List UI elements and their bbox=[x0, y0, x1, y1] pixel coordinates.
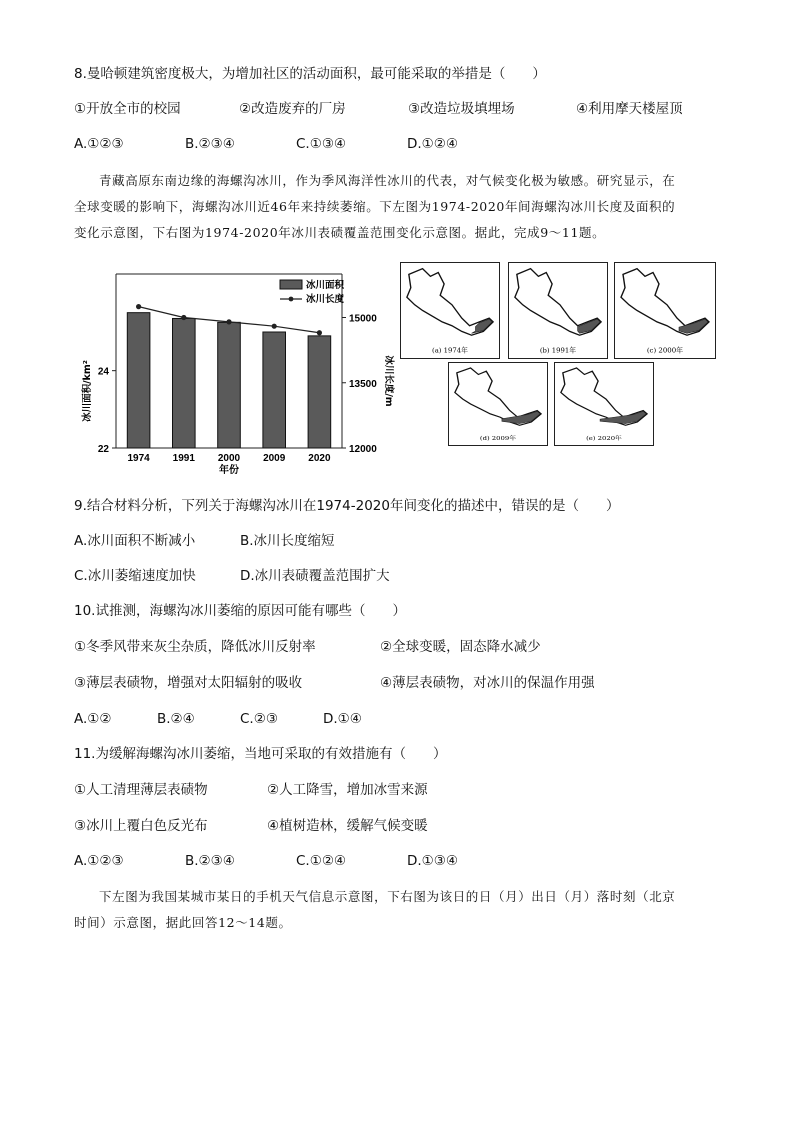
q8-stem: 8.曼哈顿建筑密度极大，为增加社区的活动面积，最可能采取的举措是（ ） bbox=[74, 66, 546, 82]
q9-choice: A.冰川面积不断减小 bbox=[74, 533, 196, 549]
bar-2009 bbox=[263, 332, 286, 448]
q10-choice: D.①④ bbox=[323, 711, 362, 727]
right-axis-label: 冰川长度/m bbox=[383, 355, 394, 407]
legend-bar-swatch bbox=[280, 280, 302, 289]
bar-2000 bbox=[218, 322, 241, 448]
glacier-chart-svg bbox=[74, 266, 394, 476]
x-tick-label: 1974 bbox=[127, 453, 150, 464]
passage-line: 全球变暖的影响下，海螺沟冰川近46年来持续萎缩。下左图为1974-2020年间海螺沟冰川长度及面积的 bbox=[74, 199, 676, 214]
q11-choice: D.①③④ bbox=[407, 853, 458, 869]
q10-statement: ①冬季风带来灰尘杂质，降低冰川反射率 bbox=[74, 639, 316, 655]
q9-choice: B.冰川长度缩短 bbox=[240, 533, 335, 549]
length-point-2009 bbox=[272, 324, 277, 329]
left-axis-label: 冰川面积/km² bbox=[82, 360, 93, 422]
passage-line: 时间）示意图，据此回答12～14题。 bbox=[74, 915, 292, 930]
q10-statement: ④薄层表碛物，对冰川的保温作用强 bbox=[380, 675, 595, 691]
right-tick-label: 13500 bbox=[349, 378, 377, 390]
q10-statement: ②全球变暖，固态降水减少 bbox=[380, 639, 541, 655]
q9-choice: C.冰川萎缩速度加快 bbox=[74, 568, 196, 584]
x-tick-label: 2009 bbox=[263, 453, 286, 464]
q11-statement: ④植树造林，缓解气候变暖 bbox=[267, 818, 428, 834]
q9-choice: D.冰川表碛覆盖范围扩大 bbox=[240, 568, 390, 584]
q8-choice: D.①②④ bbox=[407, 136, 458, 152]
debris-map bbox=[508, 262, 608, 359]
legend-line-label: 冰川长度 bbox=[306, 294, 345, 305]
passage-glacier bbox=[74, 168, 722, 246]
bar-2020 bbox=[308, 336, 331, 448]
x-tick-label: 1991 bbox=[172, 453, 195, 464]
q11-statement: ③冰川上覆白色反光布 bbox=[74, 818, 208, 834]
q11-statement: ①人工清理薄层表碛物 bbox=[74, 782, 208, 798]
q11-choice: A.①②③ bbox=[74, 853, 124, 869]
passage-line: 变化示意图，下右图为1974-2020年冰川表碛覆盖范围变化示意图。据此，完成9～11题。 bbox=[74, 225, 606, 240]
q8-choice: A.①②③ bbox=[74, 136, 124, 152]
bar-1974 bbox=[127, 313, 150, 448]
debris-cover bbox=[679, 319, 708, 333]
q8-choice: B.②③④ bbox=[185, 136, 235, 152]
map-caption: (d) 2009年 bbox=[479, 435, 517, 442]
debris-map-svg bbox=[401, 263, 499, 358]
length-point-2020 bbox=[317, 330, 322, 335]
debris-map-svg bbox=[555, 363, 653, 445]
passage-weather bbox=[74, 884, 722, 936]
q10-statement: ③薄层表碛物，增强对太阳辐射的吸收 bbox=[74, 675, 303, 691]
length-point-1974 bbox=[136, 304, 141, 309]
debris-map-svg bbox=[449, 363, 547, 445]
legend-bar-label: 冰川面积 bbox=[306, 280, 345, 291]
right-tick-label: 12000 bbox=[349, 444, 377, 455]
map-caption: (b) 1991年 bbox=[539, 346, 577, 355]
q8-choice: C.①③④ bbox=[296, 136, 347, 152]
debris-map bbox=[400, 262, 500, 359]
q11-statement: ②人工降雪，增加冰雪来源 bbox=[267, 782, 428, 798]
length-point-2000 bbox=[226, 319, 231, 324]
q8-statement: ③改造垃圾填埋场 bbox=[408, 101, 515, 117]
q8-statement: ②改造废弃的厂房 bbox=[239, 101, 346, 117]
x-axis-label: 年份 bbox=[219, 465, 239, 476]
debris-map bbox=[554, 362, 654, 446]
legend-line-marker bbox=[289, 297, 294, 302]
map-caption: (e) 2020年 bbox=[586, 435, 622, 442]
debris-map-svg bbox=[509, 263, 607, 358]
passage-line: 青藏高原东南边缘的海螺沟冰川，作为季风海洋性冰川的代表，对气候变化极为敏感。研究显示，在 bbox=[99, 173, 676, 188]
q9-stem: 9.结合材料分析，下列关于海螺沟冰川在1974-2020年间变化的描述中，错误的是（ ） bbox=[74, 498, 620, 514]
debris-map bbox=[448, 362, 548, 446]
debris-map-svg bbox=[615, 263, 715, 358]
left-tick-label: 22 bbox=[97, 444, 109, 455]
debris-maps bbox=[400, 262, 720, 448]
q8-statement: ①开放全市的校园 bbox=[74, 101, 181, 117]
map-caption: (a) 1974年 bbox=[432, 346, 468, 355]
q10-stem: 10.试推测，海螺沟冰川萎缩的原因可能有哪些（ ） bbox=[74, 603, 406, 619]
passage-line: 下左图为我国某城市某日的手机天气信息示意图，下右图为该日的日（月）出日（月）落时刻（北京 bbox=[99, 889, 676, 904]
q11-choice: B.②③④ bbox=[185, 853, 235, 869]
left-tick-label: 24 bbox=[97, 366, 109, 378]
glacier-chart bbox=[74, 266, 394, 476]
debris-map bbox=[614, 262, 716, 359]
right-tick-label: 15000 bbox=[349, 313, 377, 325]
map-caption: (c) 2000年 bbox=[646, 346, 684, 355]
q10-choice: B.②④ bbox=[157, 711, 195, 727]
q11-stem: 11.为缓解海螺沟冰川萎缩，当地可采取的有效措施有（ ） bbox=[74, 746, 447, 762]
x-tick-label: 2000 bbox=[217, 453, 241, 464]
q10-choice: A.①② bbox=[74, 711, 112, 727]
q10-choice: C.②③ bbox=[240, 711, 278, 727]
x-tick-label: 2020 bbox=[308, 453, 331, 464]
q8-statement: ④利用摩天楼屋顶 bbox=[576, 101, 683, 117]
length-point-1991 bbox=[181, 315, 186, 320]
bar-1991 bbox=[173, 318, 196, 448]
q11-choice: C.①②④ bbox=[296, 853, 347, 869]
